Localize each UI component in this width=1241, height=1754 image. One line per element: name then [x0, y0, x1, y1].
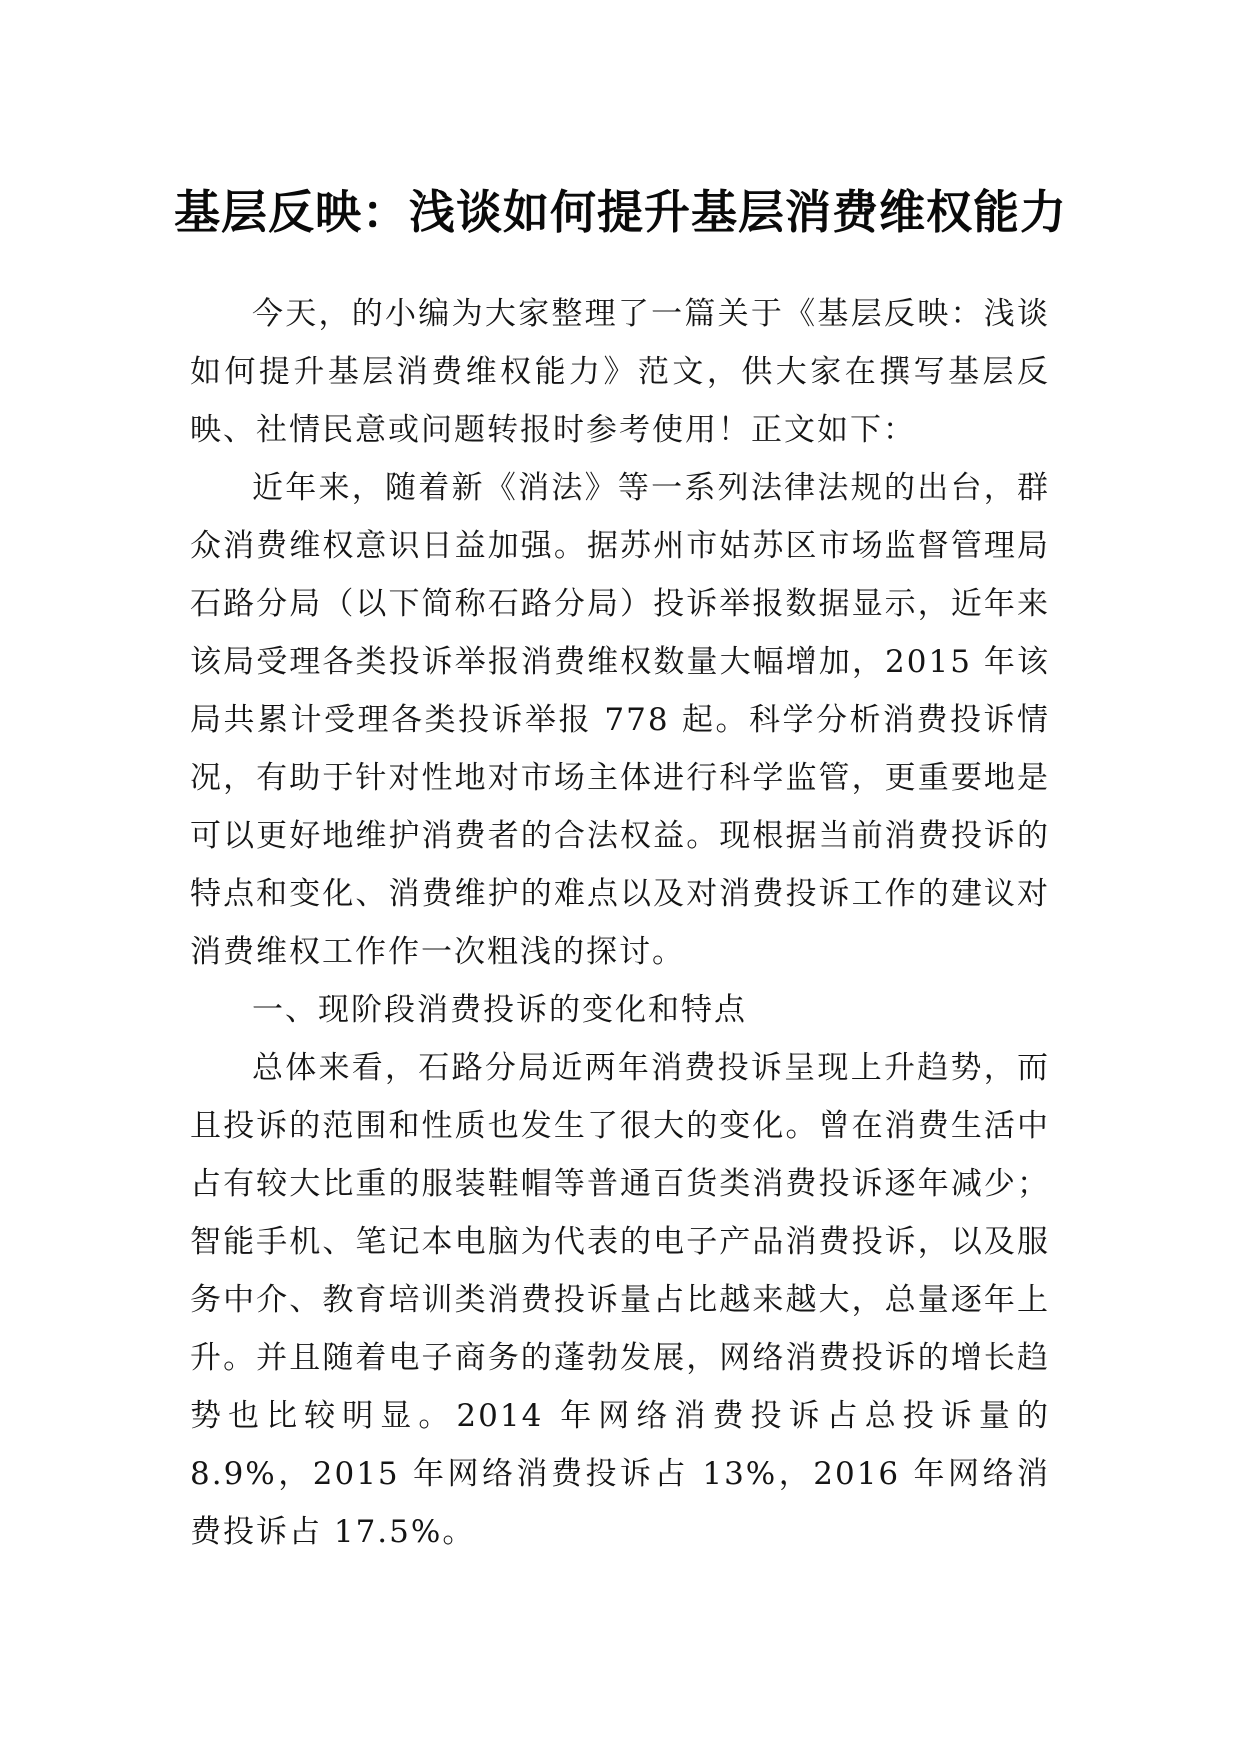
paragraph-background: 近年来，随着新《消法》等一系列法律法规的出台，群众消费维权意识日益加强。据苏州市姑苏区市场监督管理局石路分局（以下简称石路分局）投诉举报数据显示，近年来该局受理各类投诉举报消费维权数量大幅增加，2015 年该局共累计受理各类投诉举报 778 起。科学分析消费投诉情况，有助于针对性地对市场主体进行科学监管，更重要地是可以更好地维护消费者的合法权益。现根据当前消费投诉的特点和变化、消费维护的难点以及对消费投诉工作的建议对消费维权工作作一次粗浅的探讨。 — [190, 470, 1050, 970]
section-heading: 一、现阶段消费投诉的变化和特点 — [252, 992, 747, 1028]
paragraph-overview: 总体来看，石路分局近两年消费投诉呈现上升趋势，而且投诉的范围和性质也发生了很大的变化。曾在消费生活中占有较大比重的服装鞋帽等普通百货类消费投诉逐年减少；智能手机、笔记本电脑为代表的电子产品消费投诉，以及服务中介、教育培训类消费投诉量占比越来越大，总量逐年上升。并且随着电子商务的蓬勃发展，网络消费投诉的增长趋势也比较明显。2014 年网络消费投诉占总投诉量的 8.9%，2015 年网络消费投诉占 13%，2016 年网络消费投诉占 17.5%。 — [190, 1050, 1050, 1550]
paragraph-intro: 今天，的小编为大家整理了一篇关于《基层反映：浅谈如何提升基层消费维权能力》范文，供大家在撰写基层反映、社情民意或问题转报时参考使用！正文如下： — [190, 296, 1050, 448]
document-title: 基层反映：浅谈如何提升基层消费维权能力 — [174, 184, 1067, 239]
document-body — [190, 285, 1050, 1561]
